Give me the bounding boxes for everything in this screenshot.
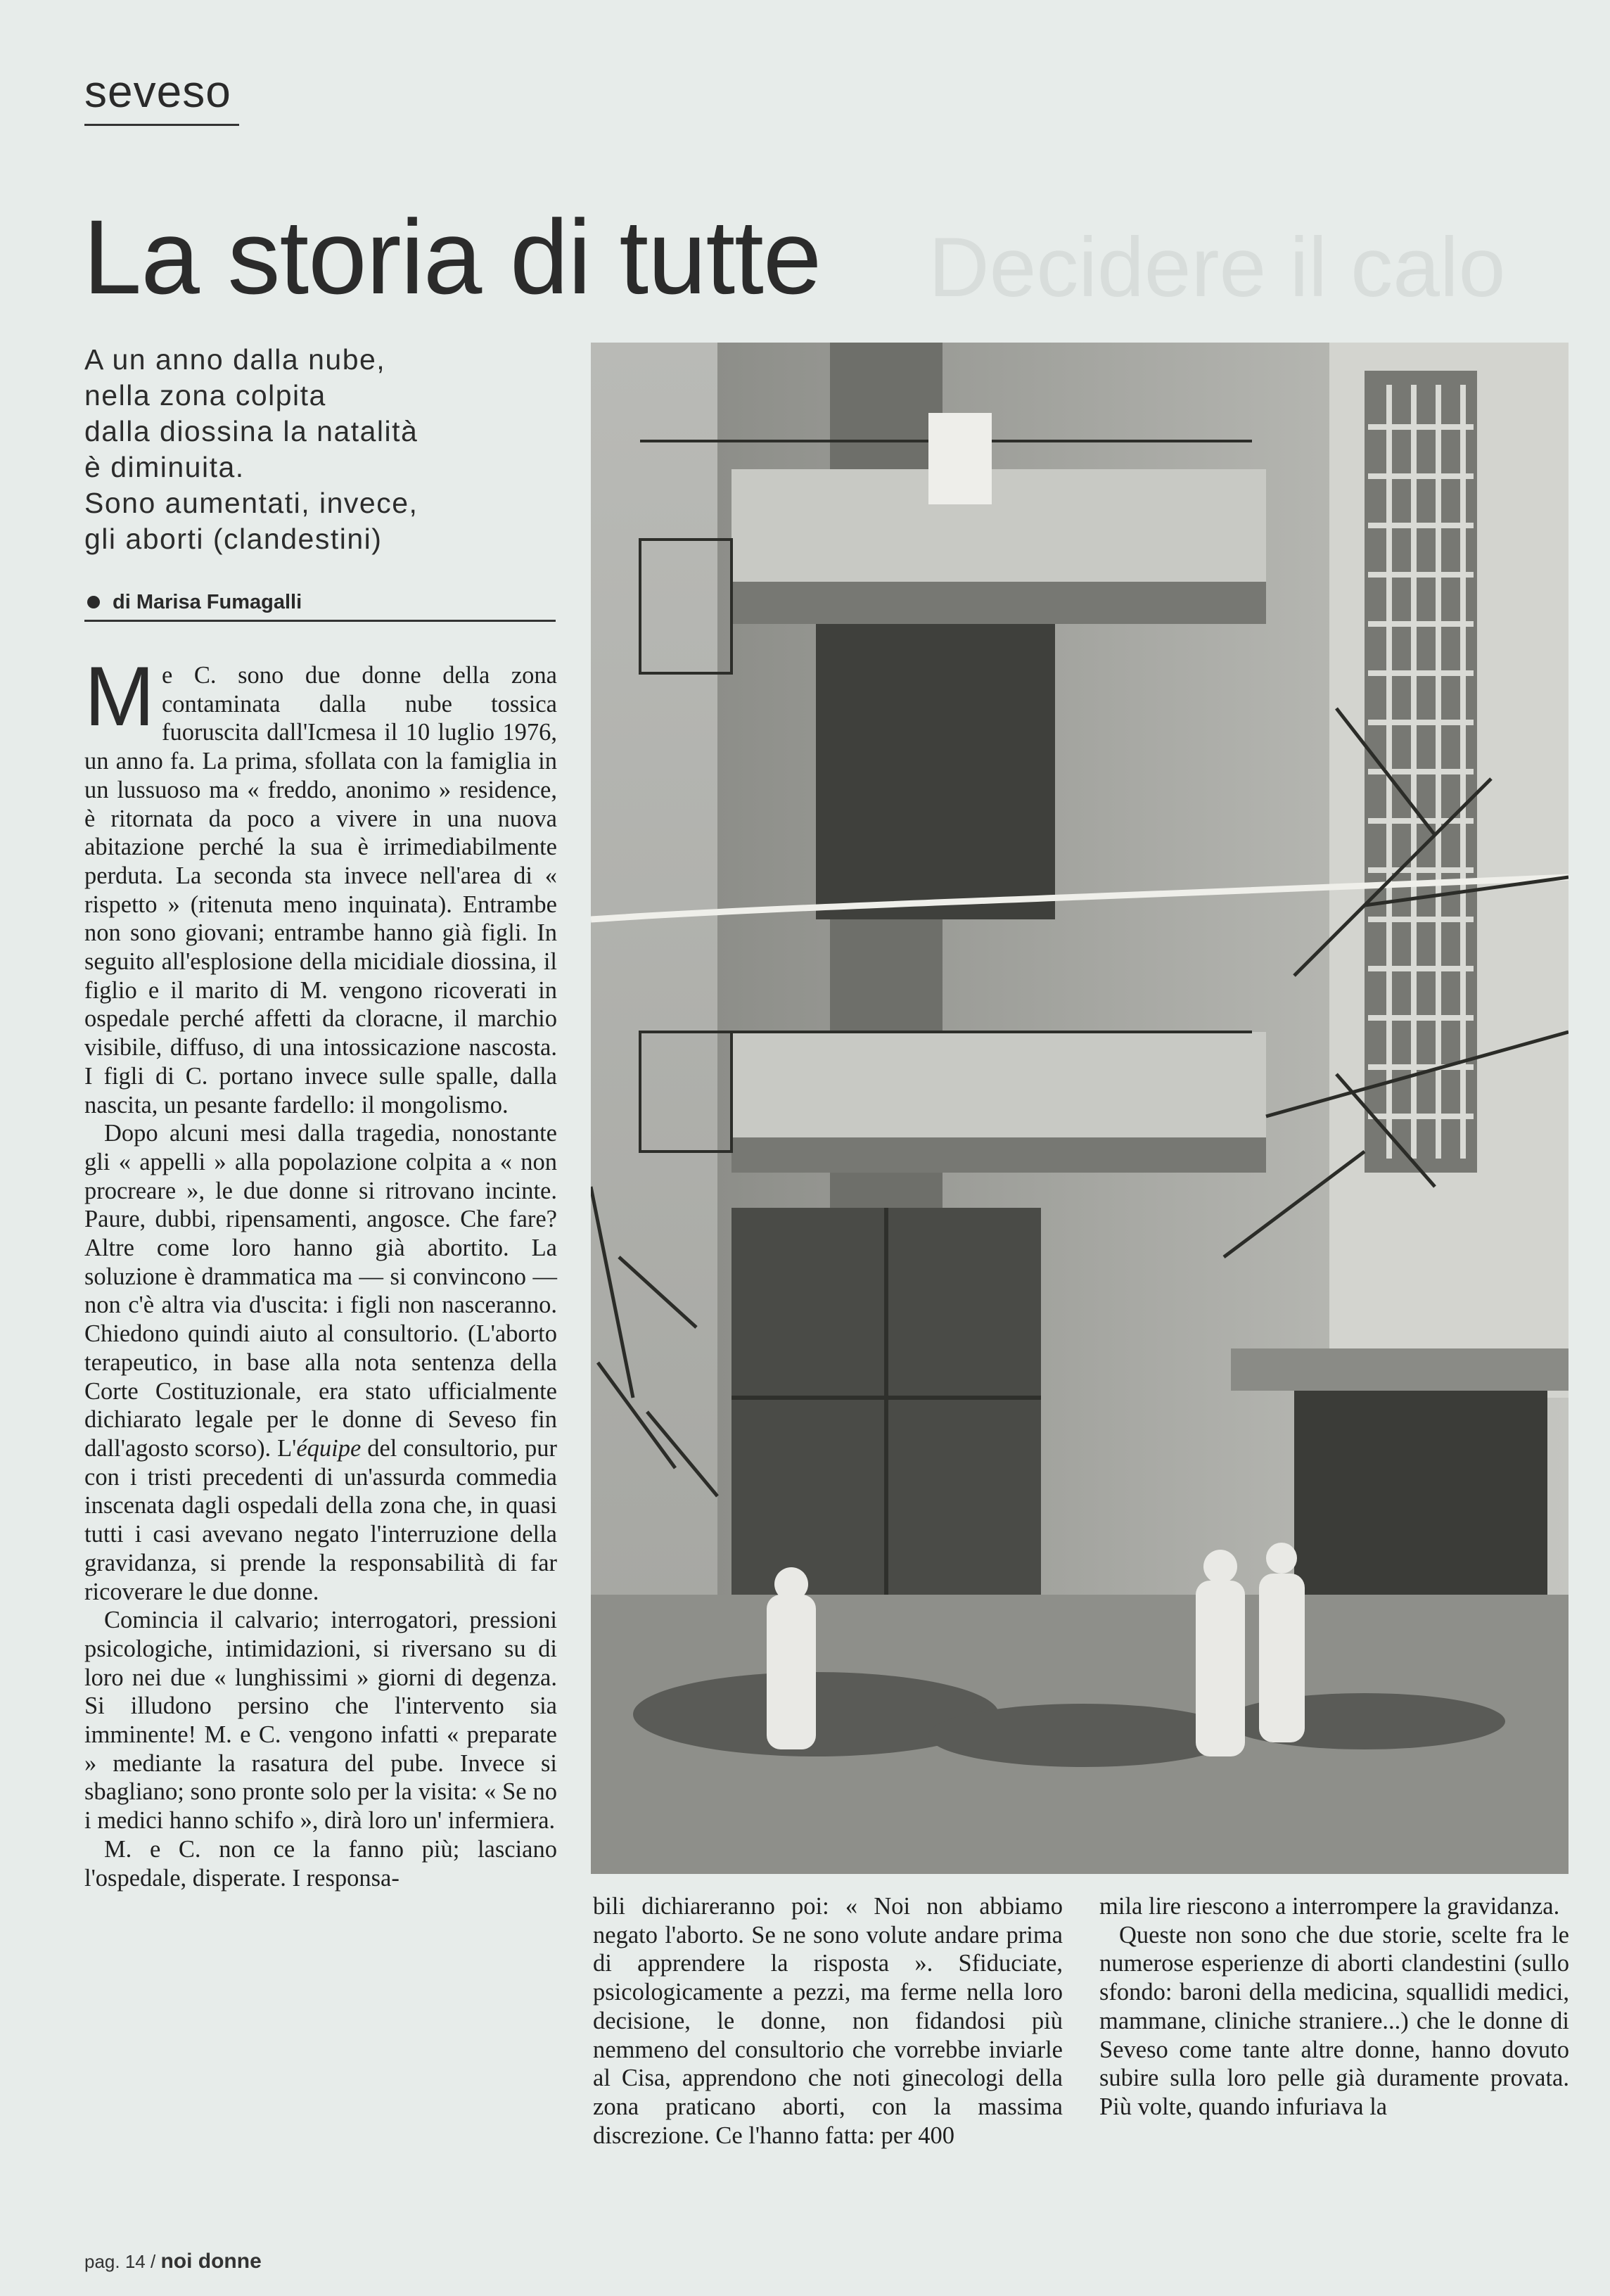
byline <box>84 591 556 622</box>
footer-separator: / <box>150 2251 156 2272</box>
deck-line: nella zona colpita <box>84 379 326 412</box>
page-footer <box>84 2250 262 2273</box>
paragraph: bili dichiareranno poi: « Noi non abbiamo negato l'aborto. Se ne sono volute andare prima di apprendere la risposta ». Sfiduciate, psicologicamente a pezzi, ma ferme nella loro decisione, le donne, non fidandosi più nemmeno del consultorio che vorrebbe inviarle al Cisa, apprendono che noti ginecologi della zona praticano aborti, con la massima discrezione. Ce l'hanno fatta: per 400 <box>593 1893 1063 2149</box>
section-label: seveso <box>84 69 239 126</box>
deck-line: A un anno dalla nube, <box>84 343 386 376</box>
paragraph: Comincia il calvario; interrogatori, pressioni psicologiche, intimidazioni, si riversano su di loro nei due « lunghissimi » giorni di degenza. Si illudono persino che l'intervento sia imminente! M. e C. vengono infatti « preparate » mediante la rasatura del pube. Invece si sbagliano; sono pronte solo per la visita: « Se no i medici hanno schifo », dirà loro un' infermiera. <box>84 1607 557 1835</box>
paragraph: Queste non sono che due storie, scelte fra le numerose esperienze di aborti clandestini (sullo sfondo: baroni della medicina, squallidi medici, mammane, cliniche straniere...) che le donne di Seveso come tante altre donne, hanno dovuto subire sulla loro pelle già duramente provata. Più volte, quando infuriava la <box>1099 1921 1569 2120</box>
deck-line: Sono aumentati, invece, <box>84 487 419 519</box>
paragraph: M. e C. non ce la fanno più; lasciano l'ospedale, disperate. I responsa- <box>84 1835 557 1892</box>
bullet-icon <box>87 596 100 608</box>
paragraph-text: Dopo alcuni mesi dalla tragedia, nonostante gli « appelli » alla popolazione colpita a « non procreare », le due donne si ritrovano incinte. Paure, dubbi, ripensamenti, angosce. Che fare? Altre come loro hanno già abortito. La soluzione è drammatica ma — si convincono — non c'è altra via d'uscita: i figli non nasceranno. Chiedono quindi aiuto al consultorio. (L'aborto terapeutico, in base alla nota sentenza della Corte Costituzionale, era stato ufficialmente dichiarato legale per le donne di Seveso fin dall'agosto scorso). L' <box>84 1120 557 1462</box>
building-photo-illustration <box>591 343 1569 1874</box>
deck-line: è diminuita. <box>84 451 245 483</box>
bleed-through-text: Decidere il calo <box>928 220 1506 314</box>
deck-line: gli aborti (clandestini) <box>84 523 383 555</box>
paragraph <box>84 1119 557 1606</box>
paragraph <box>84 649 557 1119</box>
article-photo <box>591 343 1569 1874</box>
dropcap: M <box>84 649 155 744</box>
magazine-name: noi donne <box>160 2250 262 2273</box>
article-column-3 <box>1099 1892 1569 2122</box>
emphasis: équipe <box>296 1434 362 1462</box>
byline-text: di Marisa Fumagalli <box>113 591 302 613</box>
paragraph-text: del consultorio, pur con i tristi precedenti di un'assurda commedia inscenata dagli ospedali della zona che, in quasi tutti i casi avevano negato l'interruzione della gravidanza, si prende la responsabilità di far ricoverare le due donne. <box>84 1434 557 1605</box>
headline: La storia di tutte <box>83 198 822 316</box>
deck-line: dalla diossina la natalità <box>84 415 419 447</box>
deck <box>84 342 549 557</box>
article-column-2 <box>593 1892 1063 2150</box>
paragraph-text: e C. sono due donne della zona contaminata dalla nube tossica fuoruscita dall'Icmesa il 10 luglio 1976, un anno fa. La prima, sfollata con la famiglia in un lussuoso ma « freddo, anonimo » residence, è ritornata da poco a vivere in una nuova abitazione perché la sua è irrimediabilmente perduta. La seconda sta invece nell'area di « rispetto » (ritenuta meno inquinata). Entrambe non sono giovani; entrambe hanno già figli. In seguito all'esplosione della micidiale diossina, il figlio e il marito di M. vengono ricoverati in ospedale perché affetti da cloracne, il marchio visibile, diffuso, di una intossicazione nascosta. I figli di C. portano invece sulle spalle, dalla nascita, un pesante fardello: il mongolismo. <box>84 662 557 1118</box>
paragraph: mila lire riescono a interrompere la gravidanza. <box>1099 1893 1560 1920</box>
article-column-1 <box>84 649 557 1892</box>
page-number: pag. 14 <box>84 2251 146 2272</box>
